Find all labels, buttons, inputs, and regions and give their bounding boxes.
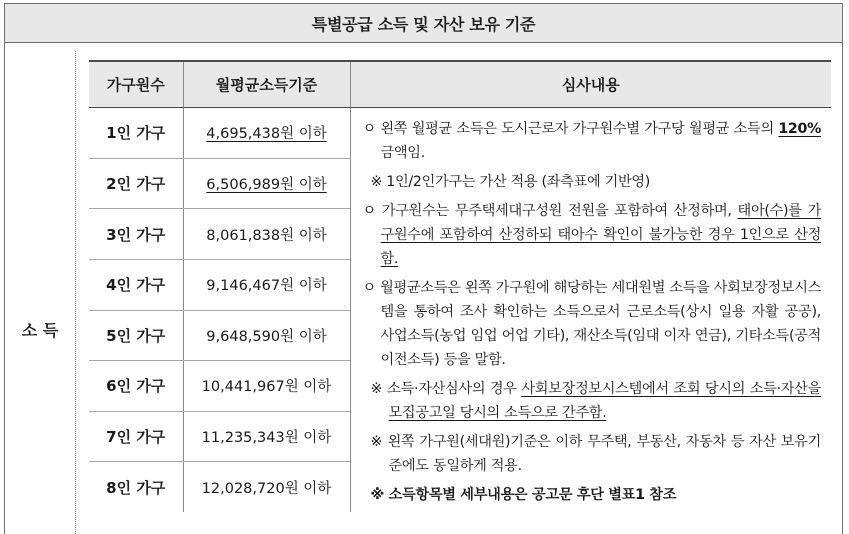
household-cell: 3인 가구	[89, 209, 183, 260]
income-section	[4, 43, 843, 534]
header-review: 심사내용	[350, 61, 831, 108]
income-cell	[183, 158, 350, 209]
review-text: ※ 소득·자산심사의 경우	[370, 381, 522, 397]
review-emphasis: 사회보장정보시스템에서 조회 당시의 소득·자산을 모집공고일 당시의 소득으로 간주함.	[388, 381, 821, 421]
dotted-divider	[75, 51, 76, 534]
income-value: 6,506,989원 이하	[206, 176, 327, 193]
review-note-4: ※ 소득항목별 세부내용은 공고문 후단 별표1 참조	[370, 487, 677, 503]
income-criteria-table	[89, 60, 831, 512]
income-value: 4,695,438원 이하	[206, 126, 327, 143]
income-cell	[183, 361, 350, 412]
income-value: 9,146,467원 이하	[206, 278, 327, 295]
household-cell: 6인 가구	[89, 361, 183, 412]
household-cell: 2인 가구	[89, 158, 183, 209]
household-cell: 5인 가구	[89, 310, 183, 361]
review-paragraph-3: ㅇ 월평균소득은 왼쪽 가구원에 해당하는 세대원별 소득을 사회보장정보시스템을 통하여 조사 확인하는 소득으로서 근로소득(상시 일용 자활 공공), 사업소득(농업 임업 어업 기타), 재산소득(임대 이자 연금), 기타소득(공적이전소득) 등을 말함.	[362, 280, 821, 368]
household-cell: 8인 가구	[106, 478, 166, 497]
header-household: 가구원수	[89, 61, 183, 108]
review-note-1: ※ 1인/2인가구는 가산 적용 (좌측표에 기반영)	[370, 174, 651, 190]
income-cell	[183, 310, 350, 361]
household-cell: 7인 가구	[89, 411, 183, 462]
income-cell	[183, 209, 350, 260]
income-cell	[183, 462, 350, 512]
review-note-3: ※ 왼쪽 가구원(세대원)기준은 이하 무주택, 부동산, 자동차 등 자산 보유기준에도 동일하게 적용.	[370, 434, 821, 474]
household-cell: 1인 가구	[89, 108, 183, 159]
review-text: ㅇ 가구원수는 무주택세대구성원 전원을 포함하여 산정하며,	[362, 203, 738, 219]
side-label-income: 소 득	[21, 321, 59, 340]
income-cell	[183, 259, 350, 310]
income-cell	[183, 108, 350, 159]
household-cell: 4인 가구	[89, 259, 183, 310]
review-note-2	[371, 377, 822, 425]
table-header-row	[89, 61, 831, 108]
income-value: 10,441,967원 이하	[201, 379, 332, 396]
income-value: 9,648,590원 이하	[206, 328, 327, 345]
income-value: 11,235,343원 이하	[201, 430, 332, 447]
table-row	[89, 108, 831, 159]
review-paragraph-1	[363, 117, 822, 165]
review-text: 금액임.	[380, 145, 425, 161]
income-value: 8,061,838원 이하	[206, 227, 327, 244]
review-paragraph-2	[363, 199, 822, 271]
review-text: ㅇ 왼쪽 월평균 소득은 도시근로자 가구원수별 가구당 월평균 소득의	[362, 121, 779, 137]
income-cell	[183, 411, 350, 462]
income-value: 12,028,720원 이하	[201, 480, 332, 497]
review-emphasis: 태아(수)를 가구원수에 포함하여 산정하되 태아수 확인이 불가능한 경우 1인으로 산정함.	[380, 203, 821, 267]
review-emphasis: 120%	[778, 121, 821, 137]
header-income: 월평균소득기준	[183, 61, 350, 108]
review-content	[350, 108, 831, 513]
section-title: 특별공급 소득 및 자산 보유 기준	[4, 3, 843, 43]
